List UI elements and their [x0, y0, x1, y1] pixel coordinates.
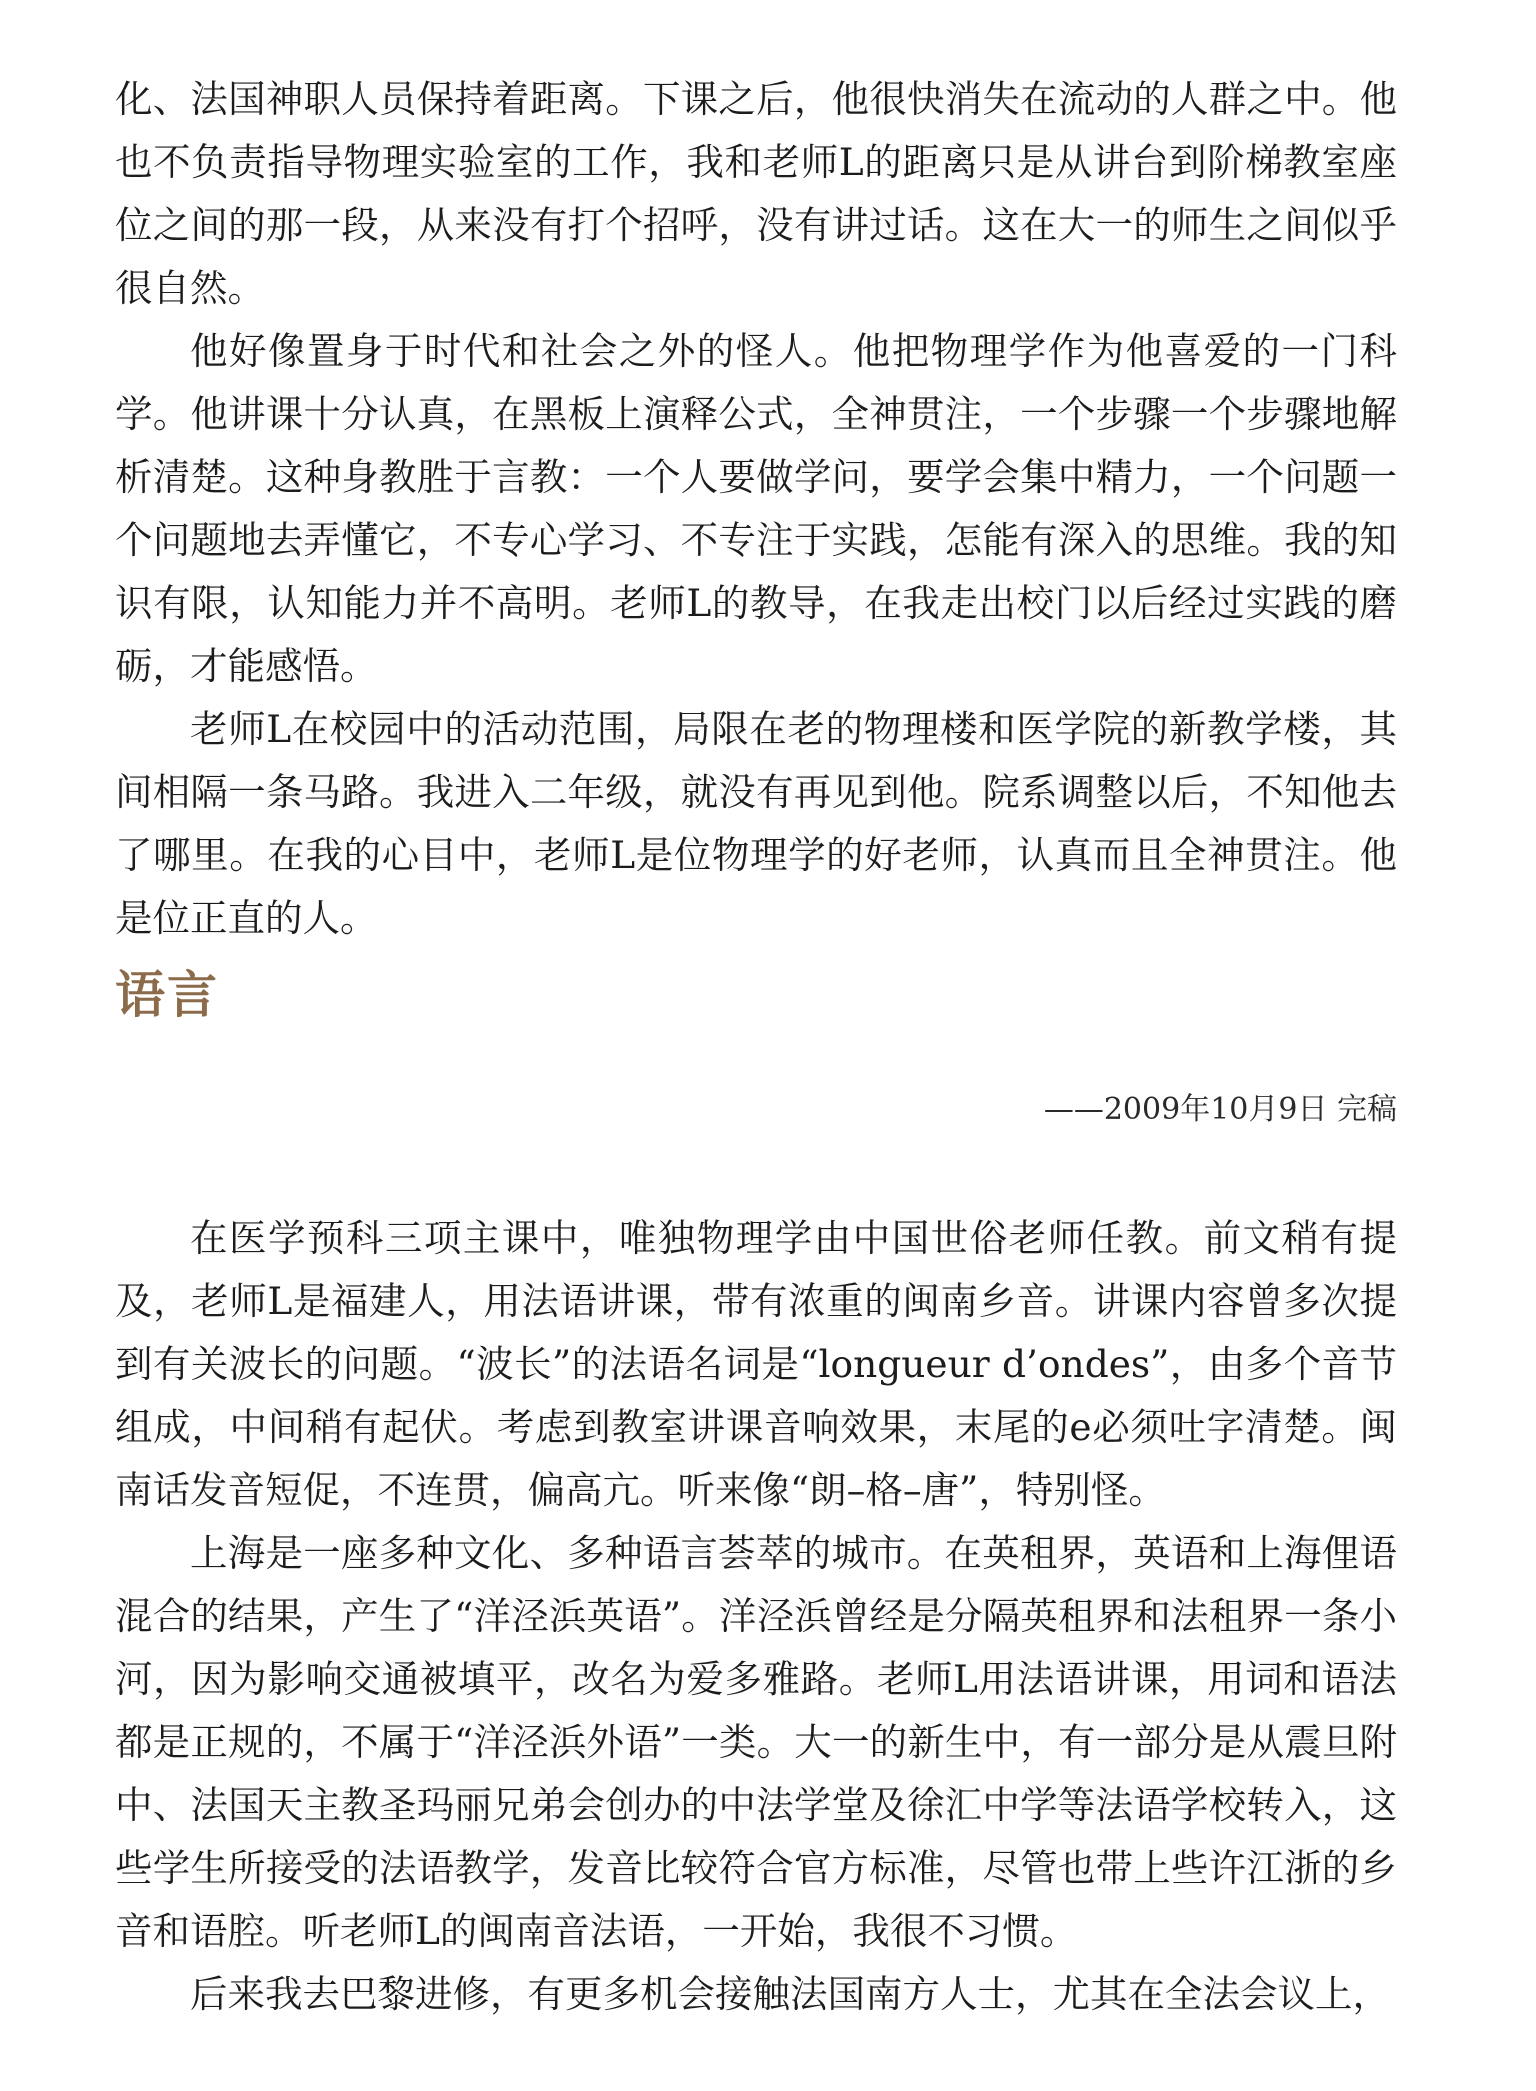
section-title: 语言 — [115, 965, 219, 1024]
paragraph: 在医学预科三项主课中，唯独物理学由中国世俗老师任教。前文稍有提及，老师L是福建人，用法语讲课，带有浓重的闽南乡音。讲课内容曾多次提到有关波长的问题。“波长”的法语名词是“longueur d’ondes”，由多个音节组成，中间稍有起伏。考虑到教室讲课音响效果，末尾的e必须吐字清楚。闽南话发音短促，不连贯，偏高亢。听来像“朗–格–唐”，特别怪。 — [115, 1216, 1397, 1512]
paragraph: 老师L在校园中的活动范围，局限在老的物理楼和医学院的新教学楼，其间相隔一条马路。我进入二年级，就没有再见到他。院系调整以后，不知他去了哪里。在我的心目中，老师L是位物理学的好老师，认真而且全神贯注。他是位正直的人。 — [115, 707, 1397, 940]
paragraph: 上海是一座多种文化、多种语言荟萃的城市。在英租界，英语和上海俚语混合的结果，产生了“洋泾浜英语”。洋泾浜曾经是分隔英租界和法租界一条小河，因为影响交通被填平，改名为爱多雅路。老师L用法语讲课，用词和语法都是正规的，不属于“洋泾浜外语”一类。大一的新生中，有一部分是从震旦附中、法国天主教圣玛丽兄弟会创办的中法学堂及徐汇中学等法语学校转入，这些学生所接受的法语教学，发音比较符合官方标准，尽管也带上些许江浙的乡音和语腔。听老师L的闽南音法语，一开始，我很不习惯。 — [115, 1531, 1397, 1953]
paragraph: 后来我去巴黎进修，有更多机会接触法国南方人士，尤其在全法会议上， — [190, 1972, 1390, 2016]
top-text-block — [115, 68, 1397, 950]
paragraph: 他好像置身于时代和社会之外的怪人。他把物理学作为他喜爱的一门科学。他讲课十分认真，在黑板上演释公式，全神贯注，一个步骤一个步骤地解析清楚。这种身教胜于言教：一个人要做学问，要学会集中精力，一个问题一个问题地去弄懂它，不专心学习、不专注于实践，怎能有深入的思维。我的知识有限，认知能力并不高明。老师L的教导，在我走出校门以后经过实践的磨砺，才能感悟。 — [115, 329, 1397, 688]
paragraph: 化、法国神职人员保持着距离。下课之后，他很快消失在流动的人群之中。他也不负责指导物理实验室的工作，我和老师L的距离只是从讲台到阶梯教室座位之间的那一段，从来没有打个招呼，没有讲过话。这在大一的师生之间似乎很自然。 — [115, 77, 1397, 310]
completion-date-note: ——2009年10月9日 完稿 — [1043, 1092, 1397, 1127]
section-text-block — [115, 1207, 1397, 2026]
